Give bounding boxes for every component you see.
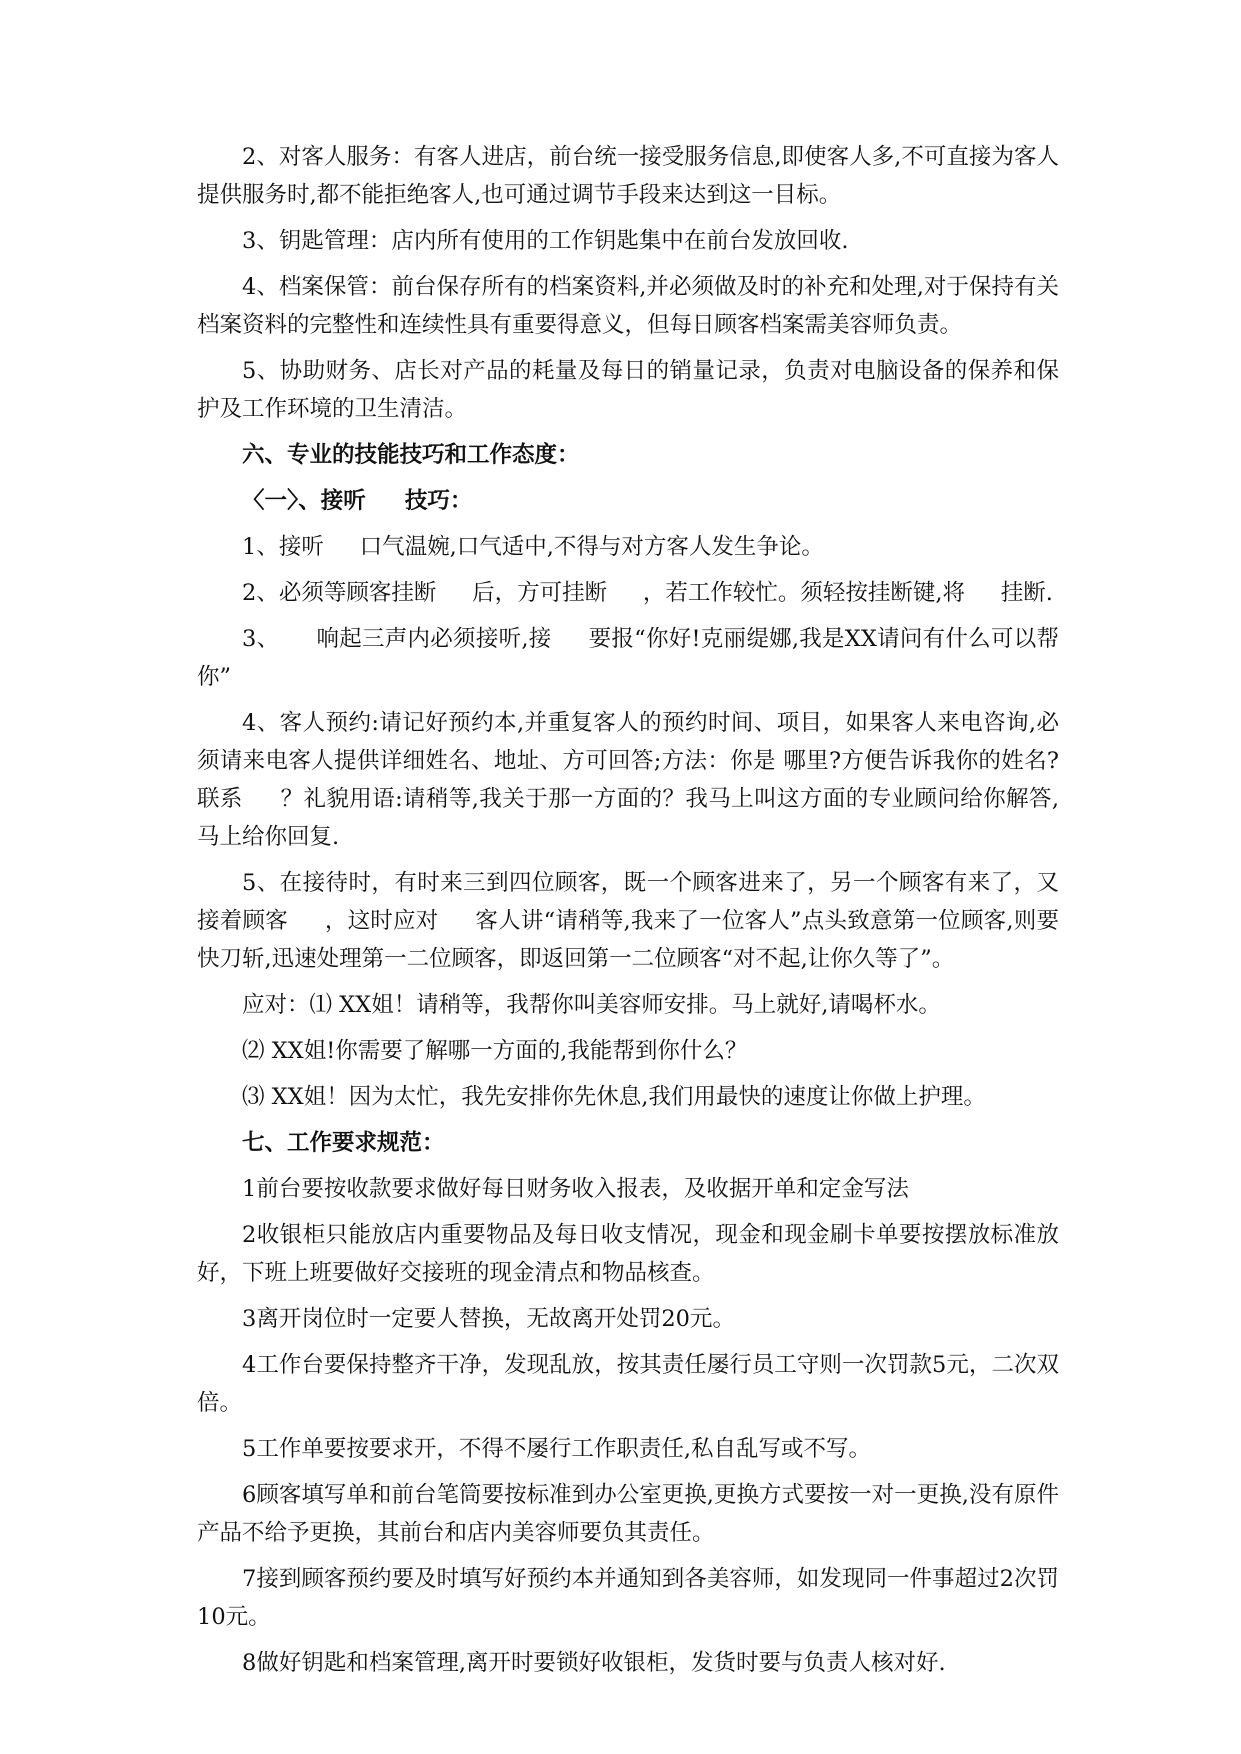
paragraph-rule-3: 3离开岗位时一定要人替换，无故离开处罚20元。 [242, 1306, 735, 1332]
paragraph-rule-1: 1前台要按收款要求做好每日财务收入报表，及收据开单和定金写法 [242, 1176, 909, 1202]
paragraph-phone-tone: 1、接听 口气温婉,口气适中,不得与对方客人发生争论。 [242, 534, 824, 560]
paragraph-reply-1: 应对：⑴ XX姐！请稍等，我帮你叫美容师安排。马上就好,请喝杯水。 [242, 992, 941, 1018]
paragraph-hang-up: 2、必须等顾客挂断 后，方可挂断 ，若工作较忙。须轻按挂断键,将 挂断. [242, 580, 1053, 606]
paragraph-reply-3: ⑶ XX姐！因为太忙，我先安排你先休息,我们用最快的速度让你做上护理。 [242, 1084, 986, 1110]
paragraph-customer-service: 2、对客人服务：有客人进店，前台统一接受服务信息,即使客人多,不可直接为客人提供服务时,都不能拒绝客人,也可通过调节手段来达到这一目标。 [197, 144, 1059, 208]
paragraph-reservation: 4、客人预约:请记好预约本,并重复客人的预约时间、项目，如果客人来电咨询,必须请来电客人提供详细姓名、地址、方可回答;方法：你是 哪里?方便告诉我你的姓名?联系 ？礼貌用语:请稍等,我关于那一方面的？我马上叫这方面的专业顾问给你解答,马上给你回复. [197, 710, 1059, 850]
paragraph-rule-6: 6顾客填写单和前台笔筒要按标准到办公室更换,更换方式要按一对一更换,没有原件产品不给予更换，其前台和店内美容师要负其责任。 [197, 1482, 1059, 1546]
section-heading-six: 六、专业的技能技巧和工作态度： [242, 442, 580, 468]
paragraph-archive-storage: 4、档案保管：前台保存所有的档案资料,并必须做及时的补充和处理,对于保持有关档案资料的完整性和连续性具有重要得意义，但每日顾客档案需美容师负责。 [197, 274, 1059, 338]
paragraph-rule-7: 7接到顾客预约要及时填写好预约本并通知到各美容师，如发现同一件事超过2次罚10元。 [197, 1566, 1059, 1630]
paragraph-key-management: 3、钥匙管理：店内所有使用的工作钥匙集中在前台发放回收. [242, 228, 849, 254]
paragraph-rule-5: 5工作单要按要求开，不得不屡行工作职责任,私自乱写或不写。 [242, 1436, 871, 1462]
subsection-heading-phone-skills: 〈一〉、接听 技巧： [242, 488, 473, 514]
document-page [197, 138, 1059, 1682]
paragraph-assist-finance: 5、协助财务、店长对产品的耗量及每日的销量记录，负责对电脑设备的保养和保护及工作环境的卫生清洁。 [197, 358, 1059, 422]
section-heading-seven: 七、工作要求规范： [242, 1130, 445, 1156]
paragraph-multiple-guests: 5、在接待时，有时来三到四位顾客，既一个顾客进来了，另一个顾客有来了，又接着顾客 ，这时应对 客人讲“请稍等,我来了一位客人”点头致意第一位顾客,则要快刀斩,迅速处理第一二位顾客，即返回第一二位顾客“对不起,让你久等了”。 [197, 870, 1059, 972]
paragraph-rule-8: 8做好钥匙和档案管理,离开时要锁好收银柜，发货时要与负责人核对好. [242, 1650, 946, 1676]
paragraph-answer-rings: 3、 响起三声内必须接听,接 要报“你好!克丽缇娜,我是XX请问有什么可以帮你” [197, 626, 1059, 690]
paragraph-rule-2: 2收银柜只能放店内重要物品及每日收支情况，现金和现金刷卡单要按摆放标准放好，下班上班要做好交接班的现金清点和物品核查。 [197, 1222, 1059, 1286]
paragraph-reply-2: ⑵ XX姐!你需要了解哪一方面的,我能帮到你什么？ [242, 1038, 748, 1064]
paragraph-rule-4: 4工作台要保持整齐干净，发现乱放，按其责任屡行员工守则一次罚款5元，二次双倍。 [197, 1352, 1059, 1416]
